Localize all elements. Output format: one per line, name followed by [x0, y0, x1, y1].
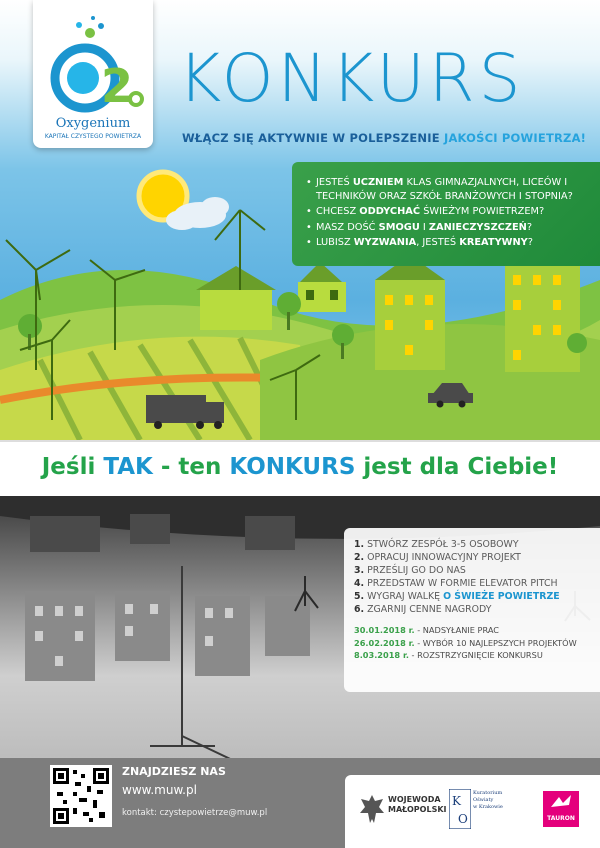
step-item: 6. ZGARNIJ CENNE NAGRODY	[354, 604, 492, 615]
date-item: 8.03.2018 r. - ROZSTRZYGNIĘCIE KONKURSU	[354, 650, 543, 660]
step-item: 3. PRZEŚLIJ GO DO NAS	[354, 565, 466, 576]
date-item: 30.01.2018 r. - NADSYŁANIE PRAC	[354, 625, 499, 635]
dates-list	[354, 624, 592, 662]
svg-text:K: K	[452, 794, 461, 808]
contact-email[interactable]: kontakt: czystepowietrze@muw.pl	[122, 808, 268, 818]
partner-logos	[345, 775, 600, 848]
svg-text:2: 2	[101, 59, 134, 113]
tauron-logo	[543, 791, 579, 827]
svg-text:O: O	[458, 812, 468, 826]
subtitle	[182, 131, 586, 145]
subtitle-part1: WŁĄCZ SIĘ AKTYWNIE W POLEPSZENIE	[182, 131, 440, 145]
step-item: 1. STWÓRZ ZESPÓŁ 3-5 OSOBOWY	[354, 539, 519, 550]
question-item: • MASZ DOŚĆ SMOGU I ZANIECZYSZCZEŃ?	[306, 221, 590, 235]
wojewoda-logo: WOJEWODA MAŁOPOLSKI	[388, 795, 447, 814]
page-title: KONKURS	[178, 40, 525, 117]
kuratorium-logo-icon	[449, 789, 471, 829]
question-item: • JESTEŚ UCZNIEM KLAS GIMNAZJALNYCH, LICEÓW I TECHNIKÓW ORAZ SZKÓŁ BRANŻOWYCH I STOPNIA?	[306, 176, 590, 203]
qr-code-icon[interactable]	[50, 765, 112, 827]
step-item: 2. OPRACUJ INNOWACYJNY PROJEKT	[354, 552, 521, 563]
question-item: • CHCESZ ODDYCHAĆ ŚWIEŻYM POWIETRZEM?	[306, 205, 590, 219]
questions-box	[292, 162, 600, 266]
logo-name: Oxygenium	[55, 116, 131, 131]
slogan-banner	[0, 440, 600, 496]
step-item: 5. WYGRAJ WALKĘ O ŚWIEŻE POWIETRZE	[354, 591, 560, 602]
oxygenium-logo	[33, 0, 153, 148]
kuratorium-text: Kuratorium Oświaty w Krakowie	[473, 790, 503, 810]
question-item: • LUBISZ WYZWANIA, JESTEŚ KREATYWNY?	[306, 236, 590, 250]
inverted-building-icon	[25, 591, 310, 681]
find-us-label: ZNAJDZIESZ NAS	[122, 765, 226, 778]
inverted-house-icon	[30, 514, 295, 552]
eagle-emblem-icon	[359, 793, 385, 825]
date-item: 26.02.2018 r. - WYBÓR 10 NAJLEPSZYCH PROJEKTÓW	[354, 637, 577, 648]
tauron-label: TAURON	[547, 815, 575, 822]
slogan-text: Jeśli TAK - ten KONKURS jest dla Ciebie!	[41, 454, 559, 480]
step-item: 4. PRZEDSTAW W FORMIE ELEVATOR PITCH	[354, 578, 558, 589]
subtitle-part2: JAKOŚCI POWIETRZA!	[443, 131, 587, 145]
logo-tagline: KAPITAŁ CZYSTEGO POWIETRZA	[44, 133, 142, 140]
steps-panel	[344, 528, 600, 692]
website-link[interactable]: www.muw.pl	[122, 783, 197, 797]
